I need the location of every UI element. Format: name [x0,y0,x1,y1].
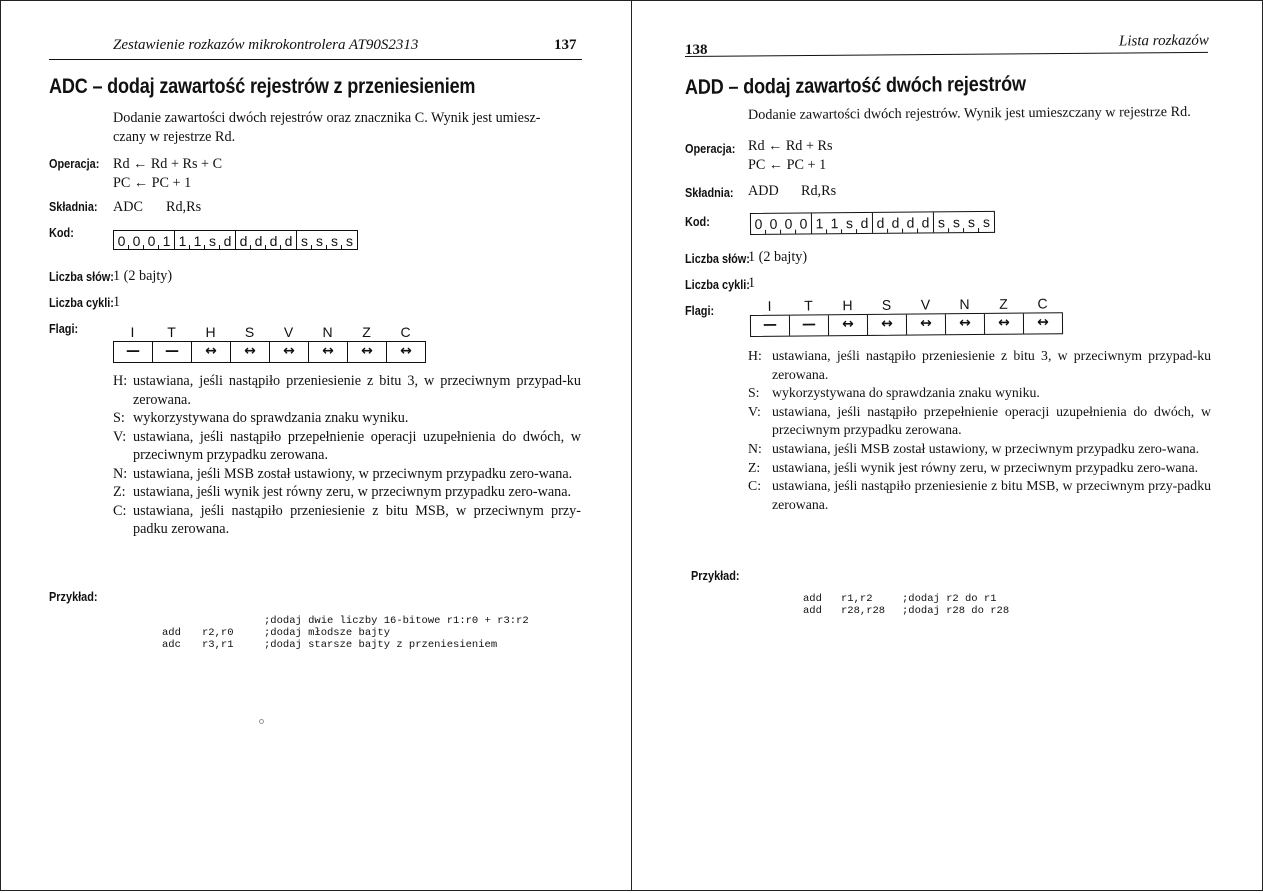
opcode-bit: 1 [812,213,827,233]
flag-name: V [920,296,931,313]
flag-key: V: [113,428,127,445]
syntax-mnemonic: ADD [748,183,779,199]
scan-speck [259,719,264,724]
example-args: r3,r1 [202,639,234,651]
flag-name: N [959,296,970,313]
flag-name: V [283,324,294,340]
header-rule [49,59,582,60]
flag-name: H [205,324,216,340]
opcode-bit: s [949,212,964,232]
flag-value: — [790,315,829,335]
flag-value: ↔ [400,343,412,359]
flag-name: S [244,324,255,340]
code-label: Kod: [685,214,710,229]
operation-line-1: Rd ← Rd + Rs + C [113,156,223,172]
flag-descriptions [748,347,1211,514]
flag-text: ustawiana, jeśli nastąpiło przepełnienie operacji uzupełnienia do dwóch, w przeciwnym przypadku zerowana. [772,403,1211,438]
example-comment: ;dodaj starsze bajty z przeniesieniem [264,639,498,651]
cycles-label: Liczba cykli: [49,295,114,310]
flag-text: ustawiana, jeśli wynik jest równy zeru, w przeciwnym przypadku zero-wana. [772,459,1199,475]
opcode-bit: s [982,213,991,230]
flag-value: ↔ [1037,314,1049,331]
example-label: Przykład: [49,589,98,604]
opcode-bit: 0 [751,214,766,234]
flag-text: ustawiana, jeśli nastąpiło przeniesienie z bitu 3, w przeciwnym przypad-ku zerowana. [133,373,581,408]
operation-label: Operacja: [49,156,100,171]
instruction-title: ADD – dodaj zawartość dwóch rejestrów [684,72,1026,99]
opcode-bit: s [934,212,949,232]
words-value: 1 (2 bajty) [748,249,808,265]
flag-value: ↔ [829,315,868,335]
flag-key: S: [748,385,760,401]
cycles-value: 1 [748,275,756,291]
flag-value: ↔ [192,342,231,362]
flag-key: C: [748,478,762,494]
opcode-group [812,213,873,234]
flag-description [748,477,1211,514]
example-label: Przykład: [691,568,740,583]
opcode-bit: s [312,231,327,249]
flags-label: Flagi: [49,321,79,336]
flag-key: V: [748,403,761,419]
opcode-bit: 1 [827,213,842,233]
flag-key: H: [748,348,762,363]
flag-value: ↔ [868,315,907,335]
flag-description [113,465,581,484]
flag-descriptions [113,372,581,539]
opcode-bit: s [327,231,342,249]
flag-names [750,295,1062,314]
opcode-table [750,211,995,235]
flag-key: N: [113,465,128,482]
opcode-group [114,231,175,249]
flag-description [113,502,581,539]
example-comment: ;dodaj r28 do r28 [902,605,1010,617]
opcode-bit: 0 [129,231,144,249]
left-page [0,0,632,891]
flag-key: Z: [748,459,761,475]
opcode-bit: s [205,231,220,249]
flag-description [113,409,581,428]
opcode-group [934,212,994,233]
opcode-bit: d [873,213,888,233]
example-comment: ;dodaj r2 do r1 [902,593,997,605]
right-page [631,0,1263,891]
example-op: add [803,593,822,605]
flag-name: I [767,297,772,314]
page-number: 137 [554,37,577,53]
cycles-label: Liczba cykli: [685,277,750,292]
flag-value: ↔ [348,342,387,362]
flag-key: C: [113,502,127,519]
flag-description [113,372,581,409]
flag-text: wykorzystywana do sprawdzania znaku wyniku. [133,410,409,426]
flag-description [113,483,581,502]
opcode-bit: 0 [781,214,796,234]
opcode-bit: 0 [799,215,808,232]
opcode-group [751,213,812,234]
opcode-bit: s [346,233,353,249]
flag-value: — [114,342,153,362]
flag-description [748,384,1211,403]
code-label: Kod: [49,225,74,240]
flag-description [748,403,1211,440]
flag-key: S: [113,410,125,426]
opcode-bit: d [223,233,232,249]
opcode-bit: 1 [162,233,171,249]
opcode-bit: d [236,231,251,249]
opcode-bit: s [297,231,312,249]
flag-name: T [167,324,176,340]
instruction-title: ADC – dodaj zawartość rejestrów z przeniesieniem [49,75,476,98]
flag-name: I [130,324,135,340]
opcode-bit: d [860,214,869,232]
flag-value: ↔ [270,342,309,362]
flag-description [748,459,1211,478]
flag-name: H [842,297,853,314]
syntax-label: Składnia: [685,185,734,200]
syntax-label: Składnia: [49,199,98,214]
flag-value: — [751,316,790,336]
running-head: Zestawienie rozkazów mikrokontrolera AT90S2313 [113,37,419,53]
opcode-bit: 1 [175,231,190,249]
opcode-bit: s [842,213,857,233]
flags-table [750,312,1063,337]
flag-text: ustawiana, jeśli MSB został ustawiony, w przeciwnym przypadku zero-wana. [133,465,573,482]
flag-name: Z [999,295,1008,312]
opcode-group [873,212,934,233]
opcode-bit: 0 [144,231,159,249]
flag-value: ↔ [946,314,985,334]
intro-line-1: Dodanie zawartości dwóch rejestrów oraz znacznika C. Wynik jest umiesz- [113,110,541,126]
opcode-bit: d [266,231,281,249]
flag-text: wykorzystywana do sprawdzania znaku wyniku. [772,385,1040,401]
opcode-bit: d [903,213,918,233]
intro-line-1: Dodanie zawartości dwóch rejestrów. Wynik jest umieszczany w rejestrze Rd. [747,103,1191,123]
example-op: adc [162,639,181,651]
flag-description [748,440,1211,459]
opcode-bit: d [921,214,930,231]
opcode-bit: d [284,233,293,249]
syntax-mnemonic: ADC [113,199,143,215]
page-number: 138 [685,42,708,58]
operation-line-1: Rd ← Rd + Rs [748,138,833,154]
flag-value: — [153,342,192,362]
flag-name: C [1037,295,1048,312]
example-op: add [803,605,822,617]
cycles-value: 1 [113,294,121,310]
opcode-bit: 0 [766,214,781,234]
operation-label: Operacja: [685,141,736,156]
opcode-bit: d [251,231,266,249]
words-label: Liczba słów: [49,269,114,284]
operation-line-2: PC ← PC + 1 [113,175,192,191]
words-value: 1 (2 bajty) [113,268,173,284]
flags-label: Flagi: [685,303,715,318]
flag-key: H: [113,373,128,389]
opcode-group [236,231,297,249]
opcode-bit: 0 [114,231,129,249]
running-head: Lista rozkazów [1118,32,1209,50]
flag-name: C [400,324,411,340]
example-args: r1,r2 [841,593,873,605]
flag-text: ustawiana, jeśli nastąpiło przepełnienie operacji uzupełnienia do dwóch, w przeciwnym przypadku zerowana. [133,428,581,463]
opcode-bit: s [964,212,979,232]
intro-line-2: czany w rejestrze Rd. [113,129,236,145]
opcode-group [297,231,357,249]
flag-text: ustawiana, jeśli MSB został ustawiony, w przeciwnym przypadku zero-wana. [772,440,1200,456]
flag-value: ↔ [985,314,1024,334]
flag-key: N: [748,440,762,456]
flag-text: ustawiana, jeśli nastąpiło przeniesienie z bitu MSB, w przeciwnym przy-padku zerowana. [772,478,1211,512]
example-op: add [162,627,181,639]
flag-description [748,347,1211,384]
syntax-operands: Rd,Rs [166,199,202,215]
flag-value: ↔ [231,342,270,362]
flags-table [113,341,426,363]
flag-text: ustawiana, jeśli nastąpiło przeniesienie z bitu 3, w przeciwnym przypad-ku zerowana. [772,348,1211,382]
flag-name: S [881,296,892,313]
example-comment: ;dodaj dwie liczby 16-bitowe r1:r0 + r3:r2 [264,615,529,627]
flag-value: ↔ [907,314,946,334]
syntax-operands: Rd,Rs [801,183,837,199]
flag-text: ustawiana, jeśli wynik jest równy zeru, w przeciwnym przypadku zero-wana. [133,484,572,500]
example-args: r28,r28 [841,605,886,617]
words-label: Liczba słów: [685,251,750,266]
opcode-table [113,230,358,250]
operation-line-2: PC ← PC + 1 [748,157,827,173]
flag-value: ↔ [309,342,348,362]
flag-name: N [322,324,333,340]
example-comment: ;dodaj młodsze bajty [264,627,391,639]
flag-text: ustawiana, jeśli nastąpiło przeniesienie z bitu MSB, w przeciwnym przy-padku zerowana. [133,502,581,537]
example-args: r2,r0 [202,627,234,639]
opcode-bit: d [888,213,903,233]
opcode-group [175,231,236,249]
flag-name: Z [362,324,371,340]
flag-description [113,428,581,465]
header-rule [685,52,1208,57]
flag-key: Z: [113,484,126,500]
opcode-bit: 1 [190,231,205,249]
flag-name: T [804,297,813,314]
flag-names [113,324,425,340]
